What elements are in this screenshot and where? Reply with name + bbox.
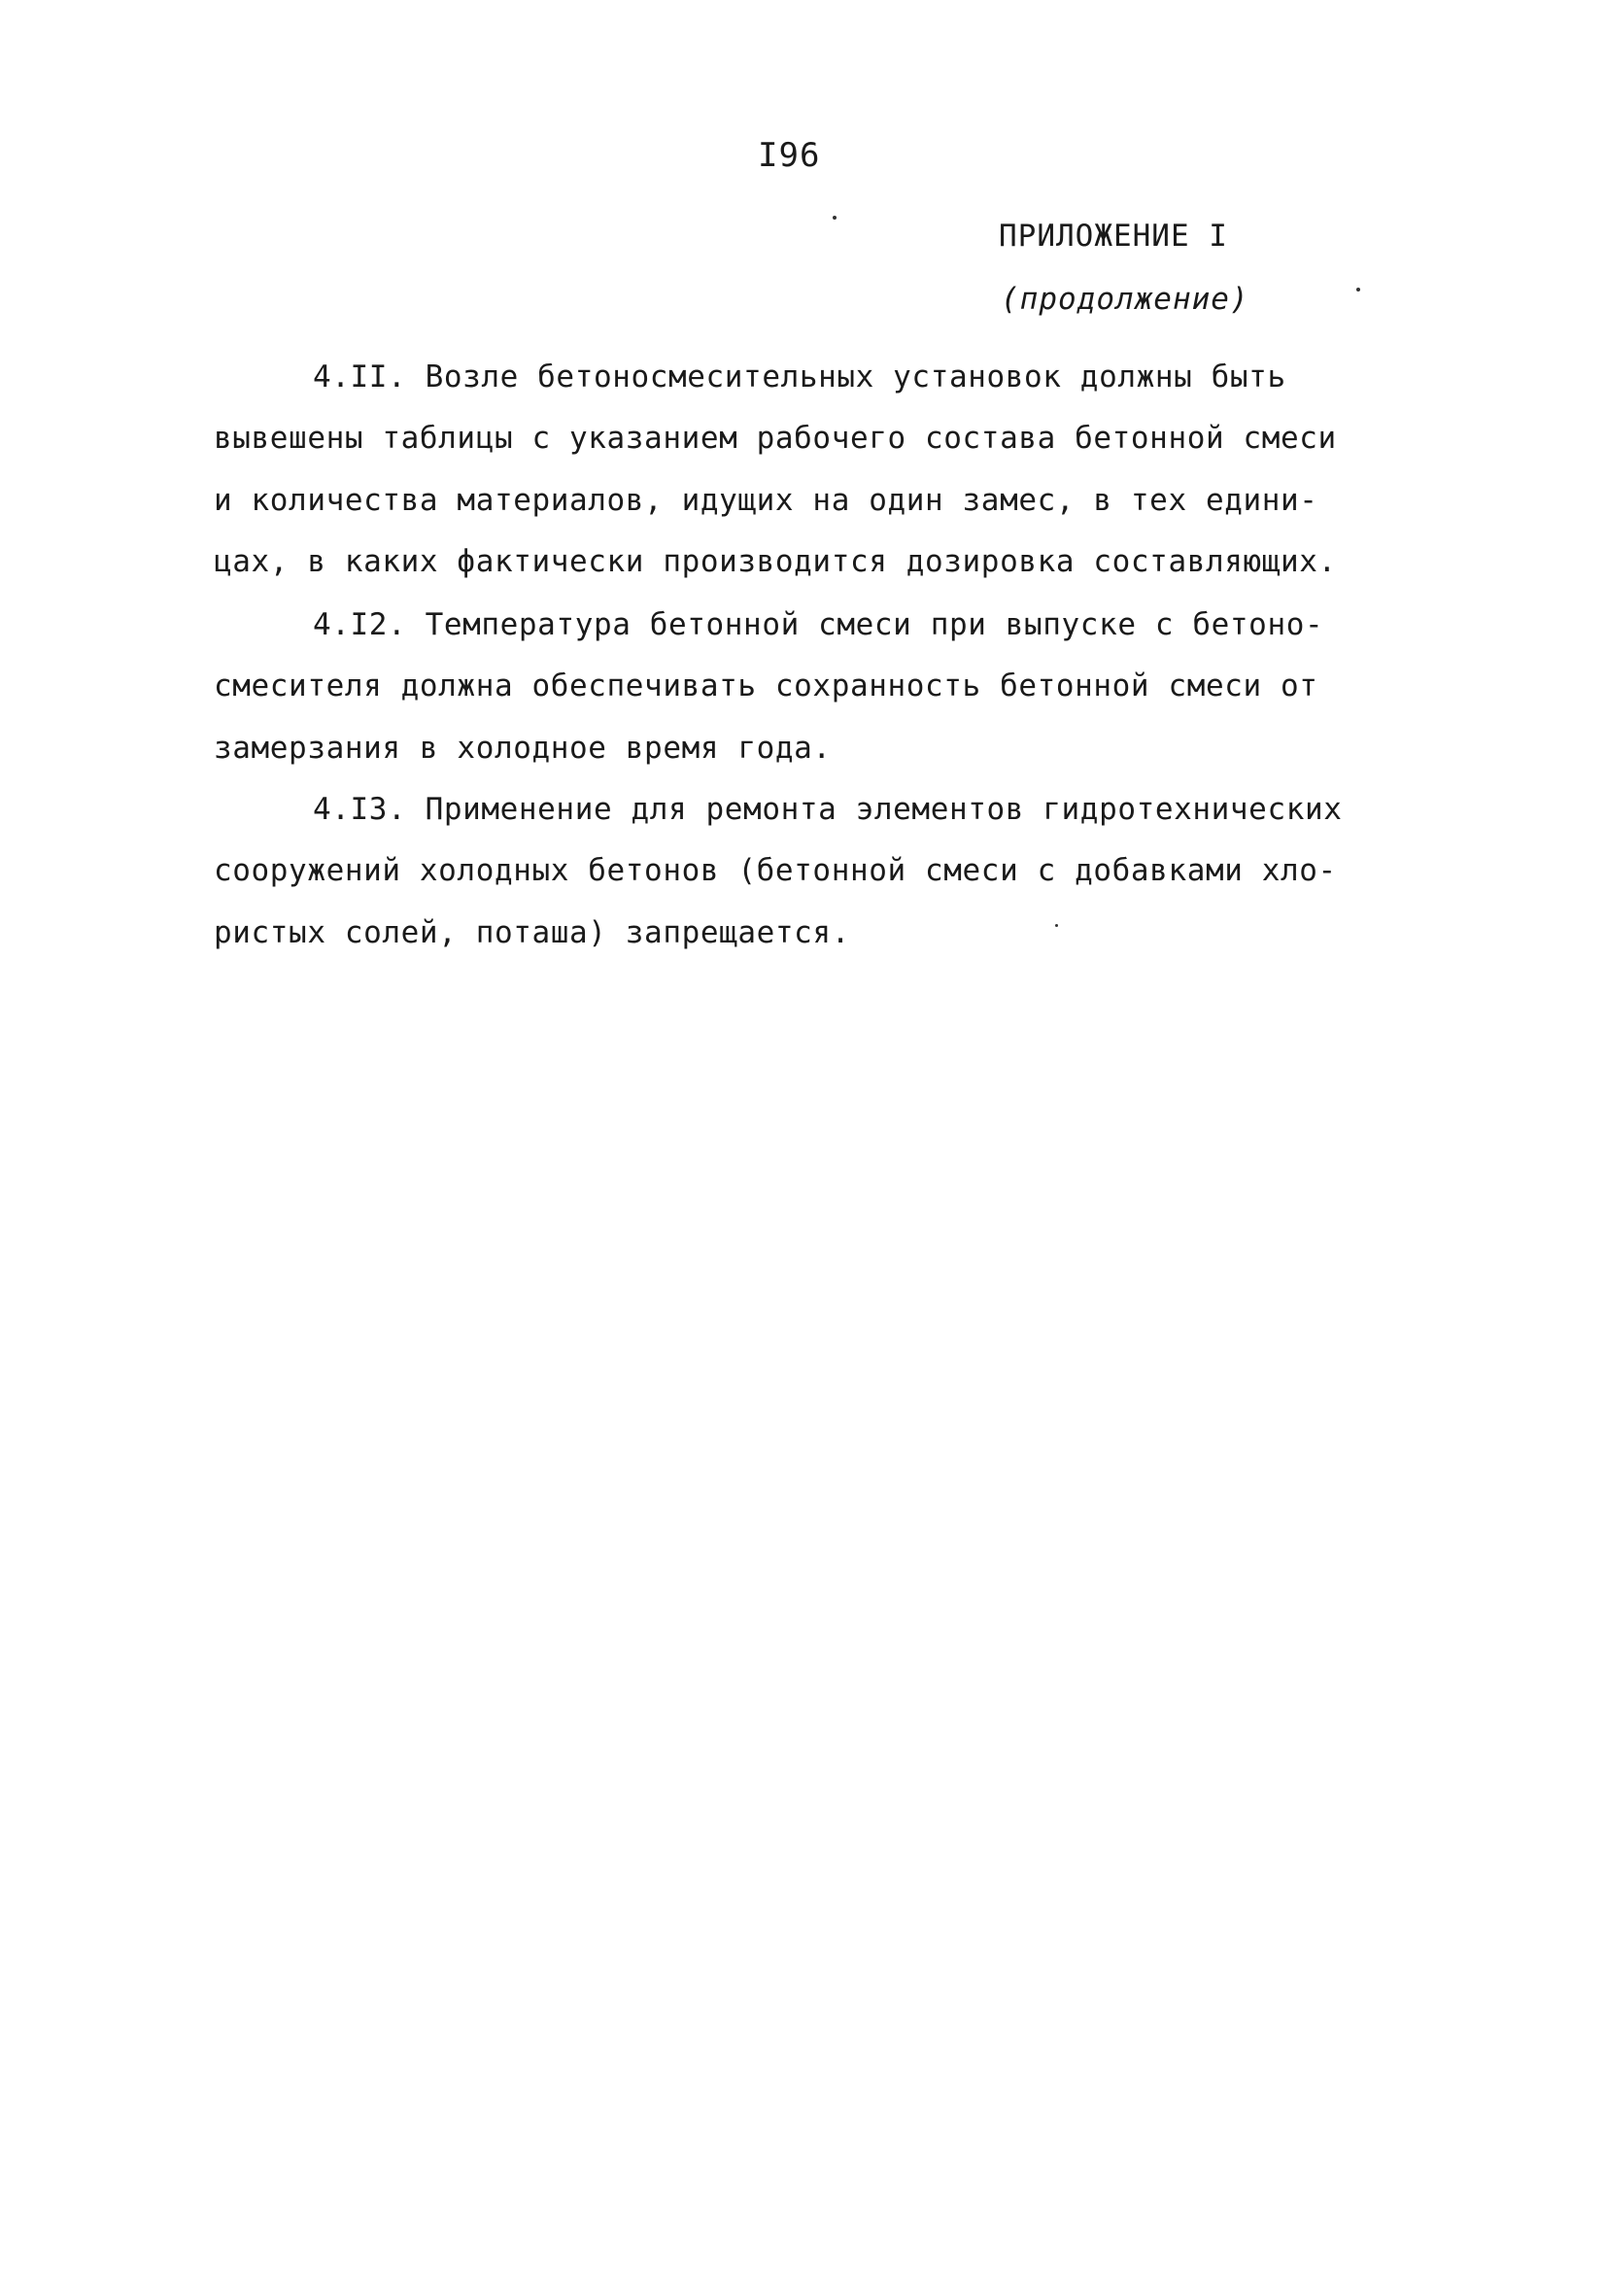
scan-speck [833, 216, 837, 220]
text-line: 4.I3. Применение для ремонта элементов гидротехнических [313, 792, 1343, 827]
text-line: и количества материалов, идущих на один замес, в тех едини- [214, 483, 1318, 518]
text-line: 4.II. Возле бетоносмесительных установок должны быть [313, 360, 1286, 394]
appendix-title: ПРИЛОЖЕНИЕ I [999, 219, 1228, 254]
text-line: цах, в каких фактически производится дозировка составляющих. [214, 544, 1337, 579]
text-line: сооружений холодных бетонов (бетонной смеси с добавками хло- [214, 853, 1337, 888]
appendix-subtitle: (продолжение) [1001, 282, 1249, 317]
scan-speck [1356, 288, 1360, 291]
text-line: замерзания в холодное время года. [214, 731, 832, 766]
text-line: 4.I2. Температура бетонной смеси при выпуске с бетоно- [313, 607, 1324, 642]
text-line: смесителя должна обеспечивать сохранность бетонной смеси от [214, 668, 1318, 703]
page-number: I96 [758, 136, 821, 175]
scan-speck [1055, 924, 1058, 927]
text-line: ристых солей, поташа) запрещается. [214, 915, 850, 950]
text-line: вывешены таблицы с указанием рабочего состава бетонной смеси [214, 421, 1337, 456]
